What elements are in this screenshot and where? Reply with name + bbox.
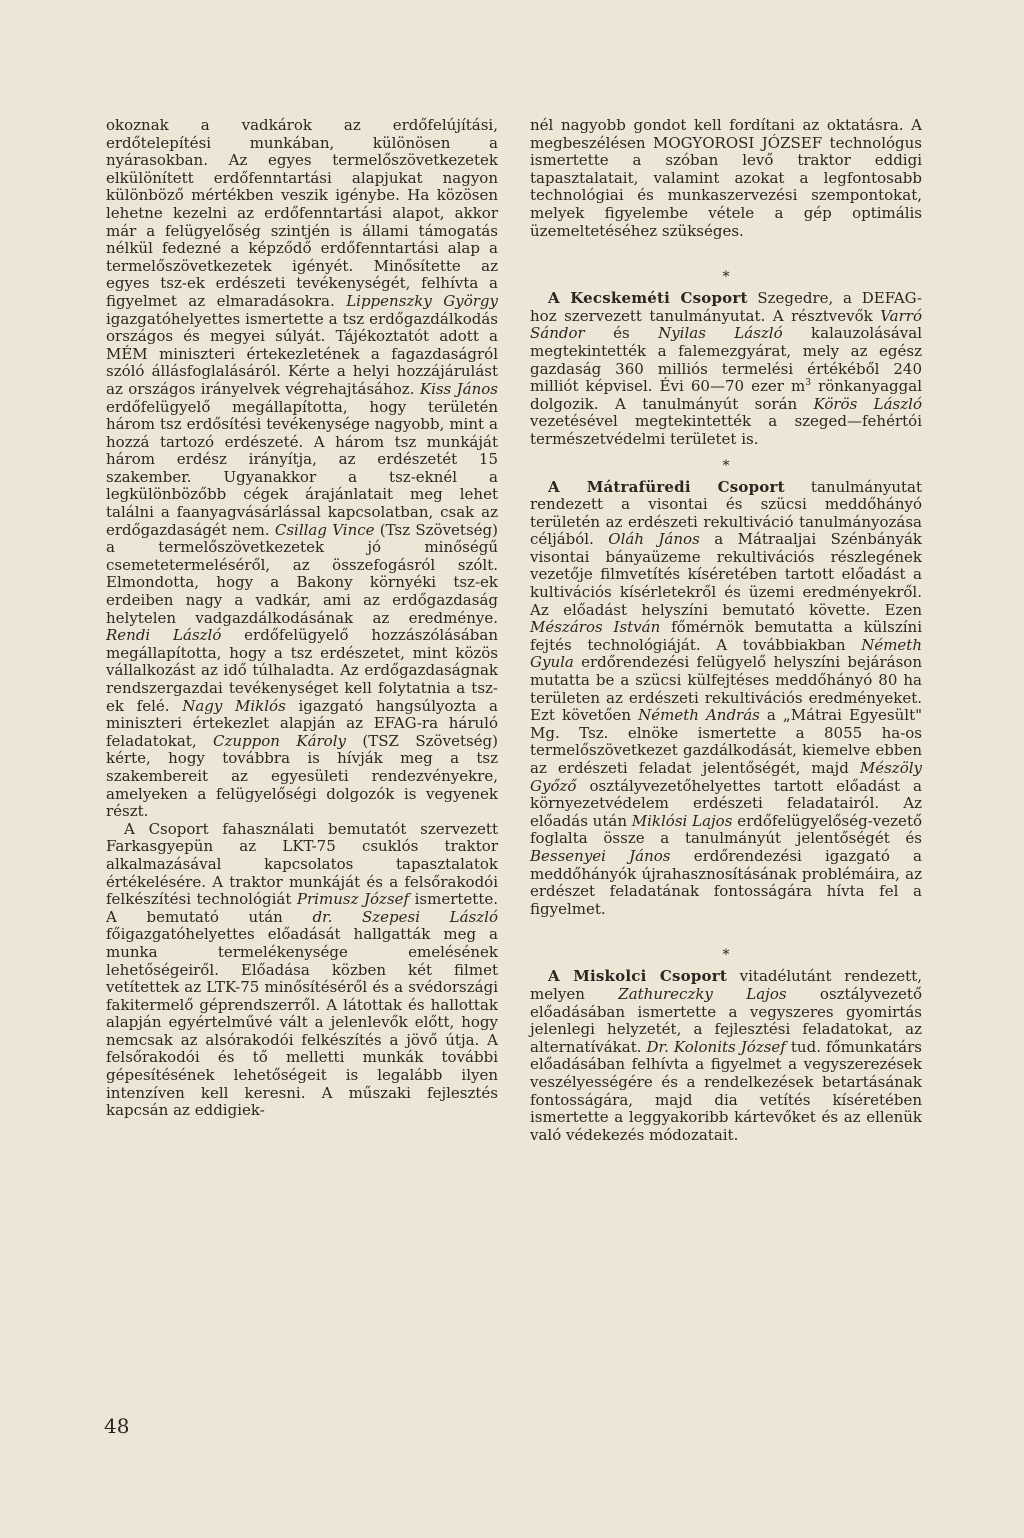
person-name: Nyilas László [658,324,783,343]
text-run: a Mátraaljai Szénbányák visontai bányaüzeme rekultivációs részlegének vezetője filmvetítés kíséretében tartott előadást a kultivációs kísérletekről és üzemi eredményekről. Az előadást helyszíni bemutató követte. Ezen [530,530,923,619]
section-separator: * [722,269,730,286]
text-run: erdőfelügyelő hozzászólásában megállapította, hogy a tsz erdészetet, mint közös vállalkozást az idő túlhaladta. Az erdőgazdaságnak rendszergazdai tevékenységet kell folytatnia a tsz-ek felé. [106,626,498,715]
superscript: 3 [805,378,811,389]
text-run: vezetésével megtekintették a szeged—fehértói természetvédelmi területet is. [530,412,922,448]
paragraph-matrafured [530,479,922,919]
person-name: Csillag Vince [274,520,375,539]
person-name: Kiss János [419,379,498,398]
person-name: Dr. Kolonits József [646,1037,786,1056]
person-name: dr. Szepesi László [312,907,498,926]
text-run: tud. főmunkatárs előadásában felhívta a figyelmet a vegyszerezések veszélyességére és a rendelkezések betartásának fontosságára, majd dia vetítés kíséretében ismertette a leggyakoribb kártevőket és az ellenük való védekezés módozatait. [530,1037,922,1144]
text-run: (Tsz Szövetség) a termelőszövetkezetek jó minőségű csemetetermeléséről, az összefogásról szólt. Elmondotta, hogy a Bakony környéki tsz-ek erdeiben nagy a vadkár, ami az erdőgazdaság helytelen vadgazdálkodásának az eredménye. [106,520,498,627]
person-name: Czuppon Károly [213,731,346,750]
text-run: igazgatóhelyettes ismertette a tsz erdőgazdálkodás országos és megyei súlyát. Tájékoztatót adott a MÉM miniszteri értekezletének a fagazdaságról szóló állásfoglalásáról. Kérte a helyi hozzájárulást az országos irányelvek végrehajtásához. [106,309,498,398]
section-separator: * [722,457,730,474]
text-run: ismertette. A bemutató után [106,890,498,926]
person-name: Lippenszky György [346,291,499,310]
person-name: Mészáros István [530,618,661,637]
person-name: Mészöly Győző [530,759,922,795]
text-run: főmérnök bemutatta a külszíni fejtés technológiáját. A továbbiakban [530,618,922,654]
paragraph-kecskemet [530,290,922,448]
text-run: kalauzolásával megtekintették a falemezgyárat, mely az egész gazdaság 360 milliós termelési értékéből 240 milliót képvisel. Évi 60—70 ezer m [530,324,922,396]
text-run: a „Mátrai Egyesült" Mg. Tsz. elnöke ismertette a 8055 ha-os termelőszövetkezet gazdálkodását, kiemelve ebben az erdészeti feladat jelentőségét, majd [530,706,923,777]
text-run: erdőrendezési felügyelő helyszíni bejáráson mutatta be a szücsi külfejtéses meddőhányó 80 ha területen az erdészeti rekultivációs eredményeket. Ezt követően [530,653,922,725]
person-name: Miklósi Lajos [631,811,733,830]
text-run: vitadélutánt rendezett, melyen [530,967,922,1003]
paragraph-miskolc [530,968,922,1144]
paragraph [530,117,922,240]
person-name: Varró Sándor [530,306,922,343]
person-name: Rendi László [106,626,222,645]
section-separator: * [722,947,730,964]
person-name: Primusz József [296,890,410,909]
person-name: Bessenyei János [530,846,671,865]
text-run: Szegedre, a DEFAG-hoz szervezett tanulmányutat. A résztvevők [530,289,922,325]
text-run: okoznak a vadkárok az erdőfelújítási, erdőtelepítési munkában, különösen a nyárasokban. Az egyes termelőszövetkezetek elkülönített erdőfenntartási alapjukat nagyon különböző mértékben veszik igénybe. Ha közösen lehetne kezelni az erdőfenntartási alapot, akkor már a felügyelőség szintjén is állami támogatás nélkül fedezné a képződő erdőfenntartási alap a termelőszövetkezetek igényét. Minősítette az egyes tsz-ek erdészeti tevékenységét, felhívta a figyelmet az elmaradásokra. [106,116,498,310]
text-run: igazgató hangsúlyozta a miniszteri értekezlet alapján az EFAG-ra háruló feladatokat, [106,696,498,750]
text-run: osztályvezető előadásában ismertette a vegyszeres gyomirtás jelenlegi helyzetét, a fejlesztési feladatokat, az alternatívákat. [530,984,922,1056]
text-run: nél nagyobb gondot kell fordítani az oktatásra. A megbeszélésen MOGYOROSI JÓZSEF technológus ismertette a szóban levő traktor eddigi tapasztalatait, valamint azokat a legfontosabb technológiai és munkaszervezési szempontokat, melyek figyelembe vétele a gép optimális üzemeltetéséhez szükséges. [530,116,922,240]
paragraph [106,117,498,821]
page-number: 48 [104,1414,130,1438]
group-heading: A Miskolci Csoport [548,967,727,986]
person-name: Zathureczky Lajos [618,984,787,1003]
text-run: erdőrendezési igazgató a meddőhányók újrahasznosításának problémáira, az erdészet feladatának fontosságára hívta fel a figyelmet. [530,846,922,918]
left-column [106,117,498,1120]
paragraph [106,821,498,1120]
text-run: A Csoport fahasználati bemutatót szervezett Farkasgyepün az LKT-75 csuklós traktor alkalmazásával kapcsolatos tapasztalatok értékelésére. A traktor munkáját és a felsőrakodói felkészítési technológiát [106,819,498,909]
text-run: főigazgatóhelyettes előadását hallgatták meg a munka termelékenysége emelésének lehetőségeiről. Előadása közben két filmet vetítettek az LTK-75 minősítéséről és a svédországi fakitermelő géprendszerről. A látottak és hallottak alapján egyértelművé vált a jelenlevők előtt, hogy nemcsak az alsórakodói felkészítés a jövő útja. A felsőrakodói és tő melletti munkák további gépesítésének lehetőségeit is legalább ilyen intenzíven kell keresni. A műszaki fejlesztés kapcsán az eddigiek- [106,925,498,1120]
text-run: erdőfelügyelő megállapította, hogy területén három tsz erdősítési tevékenysége nagyobb, mint a hozzá tartozó erdészeté. A három tsz munkáját három erdész irányítja, az erdészetét 15 szakember. Ugyanakkor a tsz-eknél a legkülönbözőbb cégek árajánlatait meg lehet találni a faanyagvásárlással kapcsolatban, csak az erdőgazdaságét nem. [106,397,498,539]
text-run: rönkanyaggal dolgozik. A tanulmányút során [530,377,922,413]
person-name: Németh András [638,706,760,725]
group-heading: A Kecskeméti Csoport [548,289,748,308]
text-run: és [584,324,659,343]
text-run: tanulmányutat rendezett a visontai és szücsi meddőhányó területén az erdészeti rekultiváció tanulmányozása céljából. [530,477,922,549]
person-name: Oláh János [608,530,700,549]
text-run: osztályvezetőhelyettes tartott előadást a környezetvédelem erdészeti feladatairól. Az előadás után [530,776,922,830]
text-run: (TSZ Szövetség) kérte, hogy továbbra is hívják meg a tsz szakembereit az egyesületi rendezvényekre, amelyeken a felügyelőségi dolgozók is vegyenek részt. [106,731,498,821]
text-run: erdőfelügyelőség-vezető foglalta össze a tanulmányút jelentőségét és [530,811,922,848]
person-name: Körös László [813,394,922,413]
group-heading: A Mátrafüredi Csoport [548,477,785,496]
person-name: Nagy Miklós [182,696,286,715]
right-column [530,117,922,1144]
person-name: Németh Gyula [530,635,922,672]
